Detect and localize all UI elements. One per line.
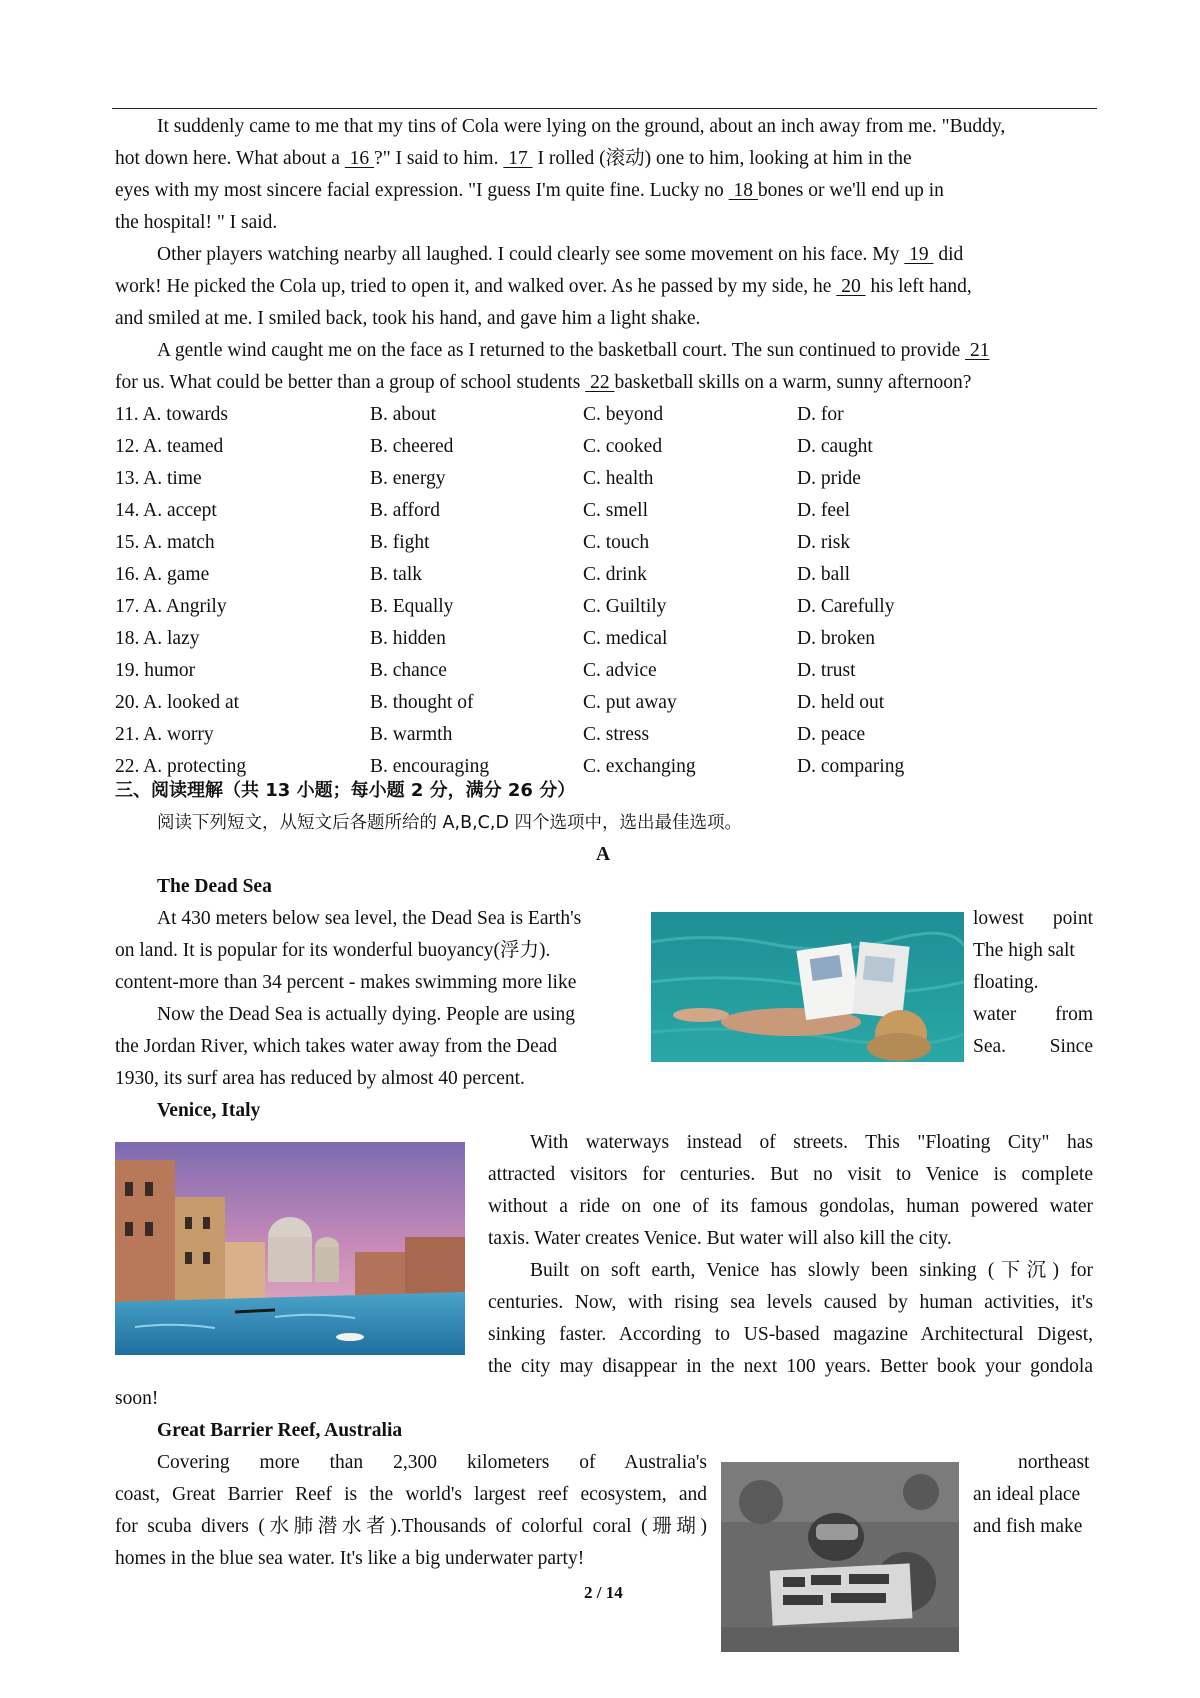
dead-sea-title: The Dead Sea — [157, 876, 272, 897]
passage-line — [115, 146, 1093, 172]
dead-sea-text: The high salt — [973, 940, 1075, 961]
reef-text: coast, Great Barrier Reef is the world's largest reef ecosystem, and — [115, 1484, 707, 1505]
passage-text: the hospital! " I said. — [115, 212, 278, 233]
venice-text: centuries. Now, with rising sea levels caused by human activities, it's — [488, 1292, 1093, 1313]
venice-text: Built on soft earth, Venice has slowly been sinking (下沉) for — [530, 1260, 1093, 1281]
reef-title: Great Barrier Reef, Australia — [157, 1420, 403, 1441]
dead-sea-text: content-more than 34 percent - makes swimming more like — [115, 972, 577, 993]
option-14-D[interactable]: D. feel — [797, 500, 851, 521]
option-14-B[interactable]: B. afford — [370, 500, 441, 521]
option-13-B[interactable]: B. energy — [370, 468, 446, 489]
passage-text: hot down here. What about a — [115, 148, 345, 169]
passage-line — [115, 210, 1093, 236]
option-21-D[interactable]: D. peace — [797, 724, 866, 745]
option-12-A[interactable]: 12. A. teamed — [115, 436, 224, 457]
reef-text: and fish make — [973, 1516, 1083, 1537]
dead-sea-text: 1930, its surf area has reduced by almost 40 percent. — [115, 1068, 525, 1089]
option-18-B[interactable]: B. hidden — [370, 628, 446, 649]
blank-20[interactable]: 20 — [836, 276, 866, 297]
option-20-C[interactable]: C. put away — [583, 692, 677, 713]
dead-sea-text: water from — [973, 1004, 1093, 1025]
option-12-D[interactable]: D. caught — [797, 436, 873, 457]
venice-text: attracted visitors for centuries. But no visit to Venice is complete — [488, 1164, 1093, 1185]
option-22-A[interactable]: 22. A. protecting — [115, 756, 247, 777]
passage-text: bones or we'll end up in — [757, 180, 944, 201]
venice-title: Venice, Italy — [157, 1100, 261, 1121]
option-21-B[interactable]: B. warmth — [370, 724, 453, 745]
page-number: 2 / 14 — [584, 1583, 623, 1602]
reef-text: for scuba divers (水肺潜水者).Thousands of colorful coral (珊瑚) — [115, 1516, 707, 1537]
passage-line — [115, 306, 1093, 332]
option-21-A[interactable]: 21. A. worry — [115, 724, 214, 745]
blank-17[interactable]: 17 — [503, 148, 533, 169]
reef-text: northeast — [1018, 1452, 1090, 1473]
option-15-B[interactable]: B. fight — [370, 532, 430, 553]
reef-text: Covering more than 2,300 kilometers of Australia's — [157, 1452, 707, 1473]
dead-sea-text: on land. It is popular for its wonderful buoyancy(浮力). — [115, 940, 551, 961]
passage-text: basketball skills on a warm, sunny afternoon? — [614, 372, 972, 393]
blank-22[interactable]: 22 — [585, 372, 615, 393]
option-17-D[interactable]: D. Carefully — [797, 596, 895, 617]
option-19-B[interactable]: B. chance — [370, 660, 447, 681]
option-12-B[interactable]: B. cheered — [370, 436, 454, 457]
dead-sea-text: floating. — [973, 972, 1039, 993]
option-16-D[interactable]: D. ball — [797, 564, 851, 585]
option-17-A[interactable]: 17. A. Angrily — [115, 596, 227, 617]
option-18-C[interactable]: C. medical — [583, 628, 668, 649]
passage-text: Other players watching nearby all laughed. I could clearly see some movement on his face. My — [157, 244, 905, 265]
dead-sea-text: At 430 meters below sea level, the Dead Sea is Earth's — [157, 908, 582, 929]
passage-text: A gentle wind caught me on the face as I returned to the basketball court. The sun continued to provide — [157, 340, 966, 361]
passage-text: I rolled (滚动) one to him, looking at him in the — [532, 148, 912, 169]
blank-19[interactable]: 19 — [904, 244, 934, 265]
option-14-C[interactable]: C. smell — [583, 500, 649, 521]
reef-text: homes in the blue sea water. It's like a big underwater party! — [115, 1548, 585, 1569]
option-20-D[interactable]: D. held out — [797, 692, 885, 713]
section-instruction: 阅读下列短文，从短文后各题所给的 A,B,C,D 四个选项中，选出最佳选项。 — [157, 813, 742, 833]
option-16-C[interactable]: C. drink — [583, 564, 647, 585]
venice-text: With waterways instead of streets. This "Floating City" has — [530, 1132, 1093, 1153]
passage-text: It suddenly came to me that my tins of Cola were lying on the ground, about an inch away from me. "Buddy, — [157, 116, 1006, 137]
option-14-A[interactable]: 14. A. accept — [115, 500, 217, 521]
option-16-A[interactable]: 16. A. game — [115, 564, 210, 585]
option-22-D[interactable]: D. comparing — [797, 756, 905, 777]
passage-line — [115, 274, 1093, 300]
option-22-B[interactable]: B. encouraging — [370, 756, 490, 777]
option-19-C[interactable]: C. advice — [583, 660, 657, 681]
blank-18[interactable]: 18 — [728, 180, 758, 201]
option-16-B[interactable]: B. talk — [370, 564, 422, 585]
venice-photo — [115, 1142, 465, 1355]
passage-text: for us. What could be better than a group of school students — [115, 372, 586, 393]
header-rule — [112, 108, 1097, 109]
passage-line — [115, 370, 1093, 396]
reef-text: an ideal place — [973, 1484, 1081, 1505]
option-15-A[interactable]: 15. A. match — [115, 532, 215, 553]
dead-sea-text: the Jordan River, which takes water away from the Dead — [115, 1036, 558, 1057]
dead-sea-text: lowest point — [973, 908, 1093, 929]
option-17-B[interactable]: B. Equally — [370, 596, 454, 617]
section-heading: 三、阅读理解（共 13 小题；每小题 2 分，满分 26 分） — [115, 780, 576, 801]
venice-text: taxis. Water creates Venice. But water will also kill the city. — [488, 1228, 952, 1249]
option-18-D[interactable]: D. broken — [797, 628, 875, 649]
blank-16[interactable]: 16 — [344, 148, 375, 169]
venice-text: the city may disappear in the next 100 years. Better book your gondola — [488, 1356, 1093, 1377]
option-20-B[interactable]: B. thought of — [370, 692, 474, 713]
option-11-C[interactable]: C. beyond — [583, 404, 664, 425]
venice-text: sinking faster. According to US-based magazine Architectural Digest, — [488, 1324, 1093, 1345]
venice-text: soon! — [115, 1388, 159, 1409]
option-11-D[interactable]: D. for — [797, 404, 844, 425]
option-15-D[interactable]: D. risk — [797, 532, 851, 553]
venice-text: without a ride on one of its famous gondolas, human powered water — [488, 1196, 1093, 1217]
option-21-C[interactable]: C. stress — [583, 724, 650, 745]
option-13-A[interactable]: 13. A. time — [115, 468, 202, 489]
passage-line — [115, 242, 1093, 268]
passage-line — [115, 178, 1093, 204]
option-12-C[interactable]: C. cooked — [583, 436, 663, 457]
option-19-A[interactable]: 19. humor — [115, 660, 196, 681]
passage-text: his left hand, — [865, 276, 972, 297]
option-19-D[interactable]: D. trust — [797, 660, 856, 681]
option-13-D[interactable]: D. pride — [797, 468, 861, 489]
option-13-C[interactable]: C. health — [583, 468, 654, 489]
option-11-B[interactable]: B. about — [370, 404, 437, 425]
option-15-C[interactable]: C. touch — [583, 532, 650, 553]
passage-text: ?" I said to him. — [374, 148, 504, 169]
dead-sea-photo — [651, 912, 964, 1062]
passage-line — [115, 338, 1093, 364]
passage-text: eyes with my most sincere facial expression. "I guess I'm quite fine. Lucky no — [115, 180, 729, 201]
passage-text: did — [933, 244, 964, 265]
option-18-A[interactable]: 18. A. lazy — [115, 628, 200, 649]
passage-text: and smiled at me. I smiled back, took his hand, and gave him a light shake. — [115, 308, 701, 329]
passage-text: work! He picked the Cola up, tried to open it, and walked over. As he passed by my side, he — [115, 276, 837, 297]
dead-sea-text: Now the Dead Sea is actually dying. People are using — [157, 1004, 576, 1025]
blank-21[interactable]: 21 — [965, 340, 990, 361]
option-20-A[interactable]: 20. A. looked at — [115, 692, 240, 713]
option-22-C[interactable]: C. exchanging — [583, 756, 696, 777]
reef-photo — [721, 1462, 959, 1652]
dead-sea-text: Sea. Since — [973, 1036, 1093, 1057]
option-17-C[interactable]: C. Guiltily — [583, 596, 667, 617]
part-label: A — [596, 844, 611, 865]
option-11-A[interactable]: 11. A. towards — [115, 404, 229, 425]
